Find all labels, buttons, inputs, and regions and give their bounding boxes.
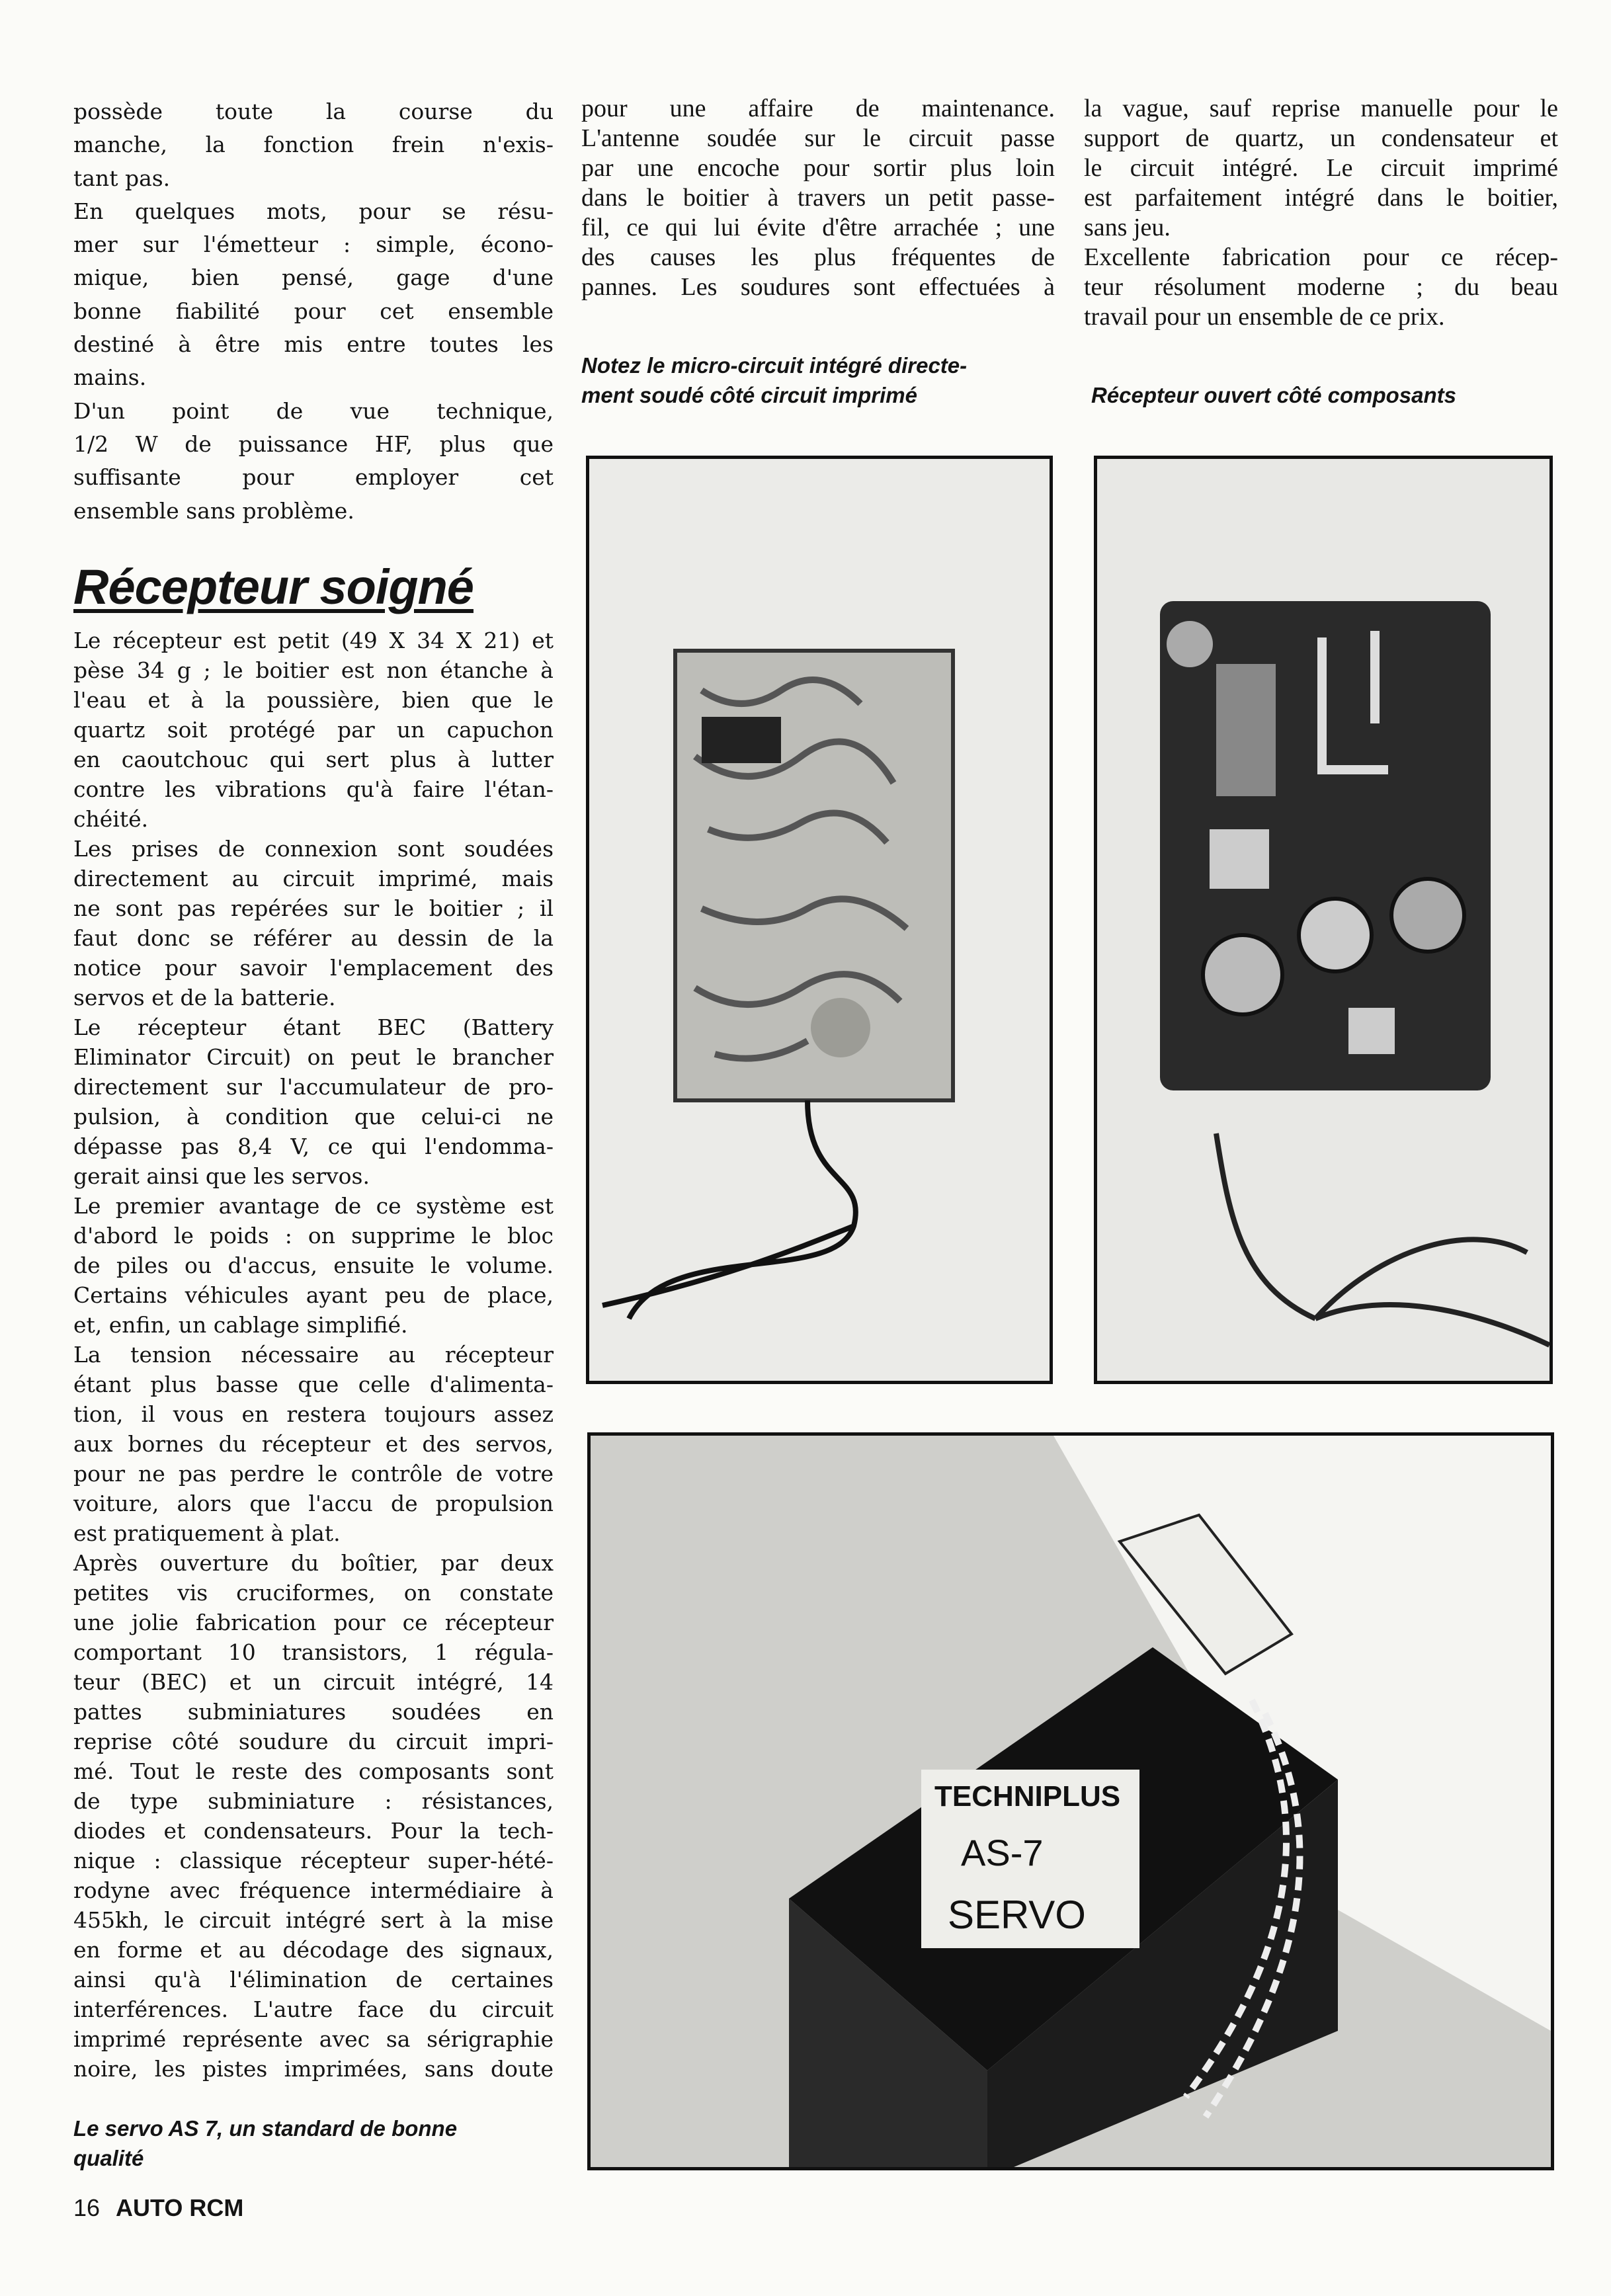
text-line: teur résolument moderne ; du beau bbox=[1084, 273, 1558, 301]
text-line: chéité. bbox=[73, 806, 149, 832]
text-line: l'eau et à la poussière, bien que le bbox=[73, 687, 554, 713]
text-line: comportant 10 transistors, 1 régula- bbox=[73, 1639, 554, 1665]
text-line: étant plus basse que celle d'alimenta- bbox=[73, 1372, 554, 1397]
text-line: est parfaitement intégré dans le boitier, bbox=[1084, 184, 1558, 212]
text-line: la vague, sauf reprise manuelle pour le bbox=[1084, 95, 1558, 122]
text-line: Certains véhicules ayant peu de place, bbox=[73, 1282, 554, 1308]
text-line: diodes et condensateurs. Pour la tech- bbox=[73, 1818, 554, 1844]
text-line: contre les vibrations qu'à faire l'étan- bbox=[73, 776, 554, 802]
text-line: bonne fiabilité pour cet ensemble bbox=[73, 298, 554, 324]
text-line: de type subminiature : résistances, bbox=[73, 1788, 554, 1814]
text-line: dans le boitier à travers un petit passe- bbox=[581, 184, 1055, 212]
text-line: faut donc se référer au dessin de la bbox=[73, 925, 554, 951]
text-line: d'abord le poids : on supprime le bloc bbox=[73, 1223, 554, 1249]
text-line: D'un point de vue technique, bbox=[73, 397, 554, 424]
text-line: aux bornes du récepteur et des servos, bbox=[73, 1431, 554, 1457]
text-line: nique : classique récepteur super-hété- bbox=[73, 1848, 554, 1873]
text-line: de piles ou d'accus, ensuite le volume. bbox=[73, 1252, 554, 1278]
caption-photo2: Récepteur ouvert côté composants bbox=[1091, 383, 1456, 407]
servo-brand-label: TECHNIPLUS bbox=[934, 1780, 1121, 1813]
text-line: rodyne avec fréquence intermédiaire à bbox=[73, 1877, 554, 1903]
text-line: tant pas. bbox=[73, 165, 171, 191]
text-line: une jolie fabrication pour ce récepteur bbox=[73, 1610, 554, 1635]
text-line: pour une affaire de maintenance. bbox=[581, 95, 1055, 122]
photo-receiver-solder-side bbox=[586, 456, 1053, 1384]
right-column bbox=[1084, 94, 1558, 332]
servo-model-label: AS-7 bbox=[961, 1832, 1044, 1873]
text-line: manche, la fonction frein n'exis- bbox=[73, 132, 554, 158]
middle-column bbox=[581, 94, 1055, 302]
section-heading: Récepteur soigné bbox=[73, 559, 474, 614]
text-line: petites vis cruciformes, on constate bbox=[73, 1580, 554, 1606]
text-line: support de quartz, un condensateur et bbox=[1084, 124, 1558, 152]
text-line: des causes les plus fréquentes de bbox=[581, 243, 1055, 271]
text-line: L'antenne soudée sur le circuit passe bbox=[581, 124, 1055, 152]
text-line: 1/2 W de puissance HF, plus que bbox=[73, 430, 554, 457]
text-line: en caoutchouc qui sert plus à lutter bbox=[73, 747, 554, 772]
text-line: le circuit intégré. Le circuit imprimé bbox=[1084, 154, 1558, 182]
text-line: en forme et au décodage des signaux, bbox=[73, 1937, 554, 1963]
text-line: noire, les pistes imprimées, sans doute bbox=[73, 2056, 554, 2082]
caption-photo1: Notez le micro-circuit intégré directe- ment soudé côté circuit imprimé bbox=[581, 353, 968, 407]
page-footer bbox=[73, 2194, 243, 2222]
text-line: directement sur l'accumulateur de pro- bbox=[73, 1074, 554, 1100]
text-line: mains. bbox=[73, 364, 147, 391]
text-line: Le récepteur est petit (49 X 34 X 21) et bbox=[73, 628, 554, 653]
text-line: destiné à être mis entre toutes les bbox=[73, 331, 554, 358]
text-line: Eliminator Circuit) on peut le brancher bbox=[73, 1044, 554, 1070]
text-line: mer sur l'émetteur : simple, écono- bbox=[73, 231, 554, 258]
text-line: possède toute la course du bbox=[73, 99, 554, 124]
left-column-body bbox=[73, 626, 554, 2084]
text-line: pattes subminiatures soudées en bbox=[73, 1699, 554, 1725]
text-line: voiture, alors que l'accu de propulsion bbox=[73, 1491, 554, 1516]
magazine-name: AUTO RCM bbox=[116, 2194, 244, 2221]
text-line: quartz soit protégé par un capuchon bbox=[73, 717, 554, 743]
text-line: Les prises de connexion sont soudées bbox=[73, 836, 554, 862]
text-line: directement au circuit imprimé, mais bbox=[73, 866, 554, 891]
text-line: La tension nécessaire au récepteur bbox=[73, 1342, 554, 1368]
text-line: Excellente fabrication pour ce récep- bbox=[1084, 243, 1558, 271]
text-line: ne sont pas repérées sur le boitier ; il bbox=[73, 895, 554, 921]
text-line: imprimé représente avec sa sérigraphie bbox=[73, 2026, 554, 2052]
text-line: Le premier avantage de ce système est bbox=[73, 1193, 554, 1219]
text-line: pèse 34 g ; le boitier est non étanche à bbox=[73, 657, 554, 683]
text-line: et, enfin, un cablage simplifié. bbox=[73, 1312, 408, 1338]
text-line: fil, ce qui lui évite d'être arrachée ; une bbox=[581, 214, 1055, 241]
left-column-top bbox=[73, 95, 554, 528]
text-line: teur (BEC) et un circuit intégré, 14 bbox=[73, 1669, 554, 1695]
text-line: gerait ainsi que les servos. bbox=[73, 1163, 370, 1189]
text-line: mique, bien pensé, gage d'une bbox=[73, 265, 554, 291]
text-line: interférences. L'autre face du circuit bbox=[73, 1996, 554, 2022]
text-line: sans jeu. bbox=[1084, 214, 1171, 241]
text-line: mé. Tout le reste des composants sont bbox=[73, 1758, 554, 1784]
caption-photo3: Le servo AS 7, un standard de bonne qualité bbox=[73, 2116, 458, 2170]
text-line: travail pour un ensemble de ce prix. bbox=[1084, 303, 1445, 331]
text-line: pannes. Les soudures sont effectuées à bbox=[581, 273, 1055, 301]
text-line: ensemble sans problème. bbox=[73, 497, 354, 524]
photo-servo-as7 bbox=[587, 1432, 1554, 2170]
text-line: reprise côté soudure du circuit impri- bbox=[73, 1729, 554, 1754]
text-line: pour ne pas perdre le contrôle de votre bbox=[73, 1461, 554, 1487]
text-line: ainsi qu'à l'élimination de certaines bbox=[73, 1967, 554, 1992]
servo-type-label: SERVO bbox=[948, 1893, 1086, 1937]
page-number: 16 bbox=[73, 2194, 101, 2221]
text-line: servos et de la batterie. bbox=[73, 985, 336, 1010]
text-line: dépasse pas 8,4 V, ce qui l'endomma- bbox=[73, 1133, 554, 1159]
photo-receiver-component-side bbox=[1094, 456, 1553, 1384]
text-line: En quelques mots, pour se résu- bbox=[73, 198, 554, 224]
text-line: Le récepteur étant BEC (Battery bbox=[73, 1014, 554, 1040]
text-line: 455kh, le circuit intégré sert à la mise bbox=[73, 1907, 554, 1933]
text-line: suffisante pour employer cet bbox=[73, 464, 554, 491]
text-line: tion, il vous en restera toujours assez bbox=[73, 1401, 554, 1427]
text-line: est pratiquement à plat. bbox=[73, 1520, 341, 1546]
text-line: par une encoche pour sortir plus loin bbox=[581, 154, 1055, 182]
text-line: Après ouverture du boîtier, par deux bbox=[73, 1550, 554, 1576]
text-line: pulsion, à condition que celui-ci ne bbox=[73, 1104, 554, 1129]
text-line: notice pour savoir l'emplacement des bbox=[73, 955, 554, 981]
